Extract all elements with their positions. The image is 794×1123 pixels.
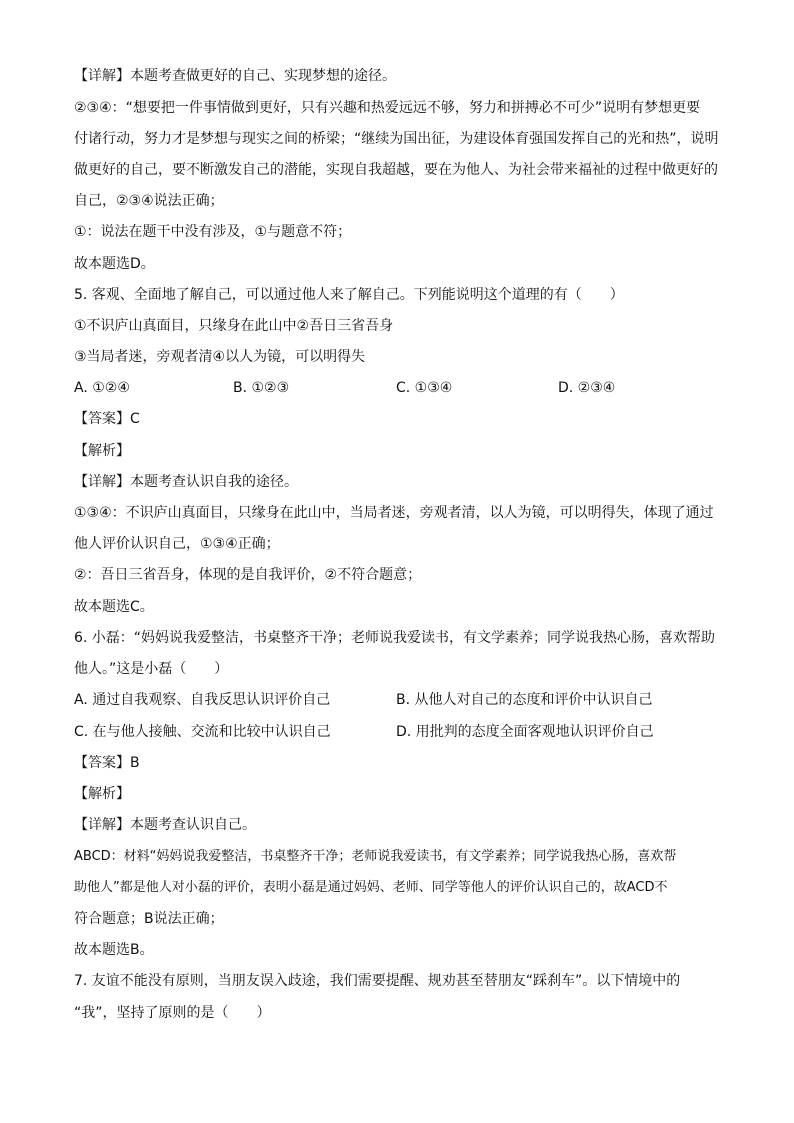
q5-conclusion: 故本题选C。 <box>74 599 154 615</box>
q5-detail-heading: 【详解】本题考查认识自我的途径。 <box>74 474 298 490</box>
q5-option-a: A. ①②④ <box>74 380 130 396</box>
q4-detail-line-5: ①：说法在题干中没有涉及，①与题意不符； <box>74 224 352 240</box>
q7-stem-line-2: “我”，坚持了原则的是（ ） <box>74 1005 271 1021</box>
q6-answer: 【答案】B <box>74 755 140 771</box>
q5-detail-line-1: ①③④：不识庐山真面目，只缘身在此山中，当局者迷，旁观者清，以人为镜，可以明得失，体现了通过 <box>74 505 714 521</box>
q5-answer: 【答案】C <box>74 411 140 427</box>
q6-detail-line-2: 助他人”都是他人对小磊的评价，表明小磊是通过妈妈、老师、同学等他人的评价认识自己的，故ACD不 <box>74 880 668 895</box>
q6-conclusion: 故本题选B。 <box>74 942 154 958</box>
q6-detail-line-3: 符合题意；B说法正确； <box>74 911 224 927</box>
q4-detail-line-2: 付诸行动，努力才是梦想与现实之间的桥梁；“继续为国出征，为建设体育强国发挥自己的光和热”，说明 <box>74 131 719 147</box>
q6-detail-heading: 【详解】本题考查认识自己。 <box>74 817 256 833</box>
q5-option-d: D. ②③④ <box>558 380 616 396</box>
q6-option-b: B. 从他人对自己的态度和评价中认识自己 <box>396 692 653 708</box>
q6-stem-line-2: 他人。”这是小磊（ ） <box>74 661 229 677</box>
q6-stem-line-1: 6. 小磊：“妈妈说我爱整洁，书桌整齐干净；老师说我爱读书，有文学素养；同学说我热心肠，喜欢帮助 <box>74 630 716 646</box>
q6-option-a: A. 通过自我观察、自我反思认识评价自己 <box>74 692 331 708</box>
q5-item-line-2: ③当局者迷，旁观者清④以人为镜，可以明得失 <box>74 349 366 365</box>
q5-option-b: B. ①②③ <box>233 380 290 396</box>
q6-detail-line-1: ABCD：材料“妈妈说我爱整洁，书桌整齐干净；老师说我爱读书，有文学素养；同学说我热心肠，喜欢帮 <box>74 849 677 864</box>
q4-detail-heading: 【详解】本题考查做更好的自己、实现梦想的途径。 <box>74 68 396 84</box>
q4-detail-line-3: 做更好的自己，要不断激发自己的潜能，实现自我超越，要在为他人、为社会带来福祉的过程中做更好的 <box>74 162 718 178</box>
q6-option-c: C. 在与他人接触、交流和比较中认识自己 <box>74 724 331 740</box>
q7-stem-line-1: 7. 友谊不能没有原则，当朋友误入歧途，我们需要提醒、规劝甚至替朋友“踩刹车”。以下情境中的 <box>74 973 681 989</box>
q5-option-c: C. ①③④ <box>396 380 453 396</box>
q5-detail-line-3: ②：吾日三省吾身，体现的是自我评价，②不符合题意； <box>74 567 422 583</box>
q6-analysis-heading: 【解析】 <box>74 786 130 802</box>
q4-detail-line-4: 自己，②③④说法正确； <box>74 193 224 209</box>
q6-option-d: D. 用批判的态度全面客观地认识评价自己 <box>396 724 654 740</box>
q4-conclusion: 故本题选D。 <box>74 256 155 272</box>
q5-analysis-heading: 【解析】 <box>74 443 130 459</box>
q5-detail-line-2: 他人评价认识自己，①③④正确； <box>74 536 280 552</box>
q5-stem: 5. 客观、全面地了解自己，可以通过他人来了解自己。下列能说明这个道理的有（ ） <box>74 287 624 303</box>
q4-detail-line-1: ②③④：“想要把一件事情做到更好，只有兴趣和热爱远远不够，努力和拼搏必不可少”说明有梦想更要 <box>74 100 701 116</box>
q5-item-line-1: ①不识庐山真面目，只缘身在此山中②吾日三省吾身 <box>74 318 394 334</box>
